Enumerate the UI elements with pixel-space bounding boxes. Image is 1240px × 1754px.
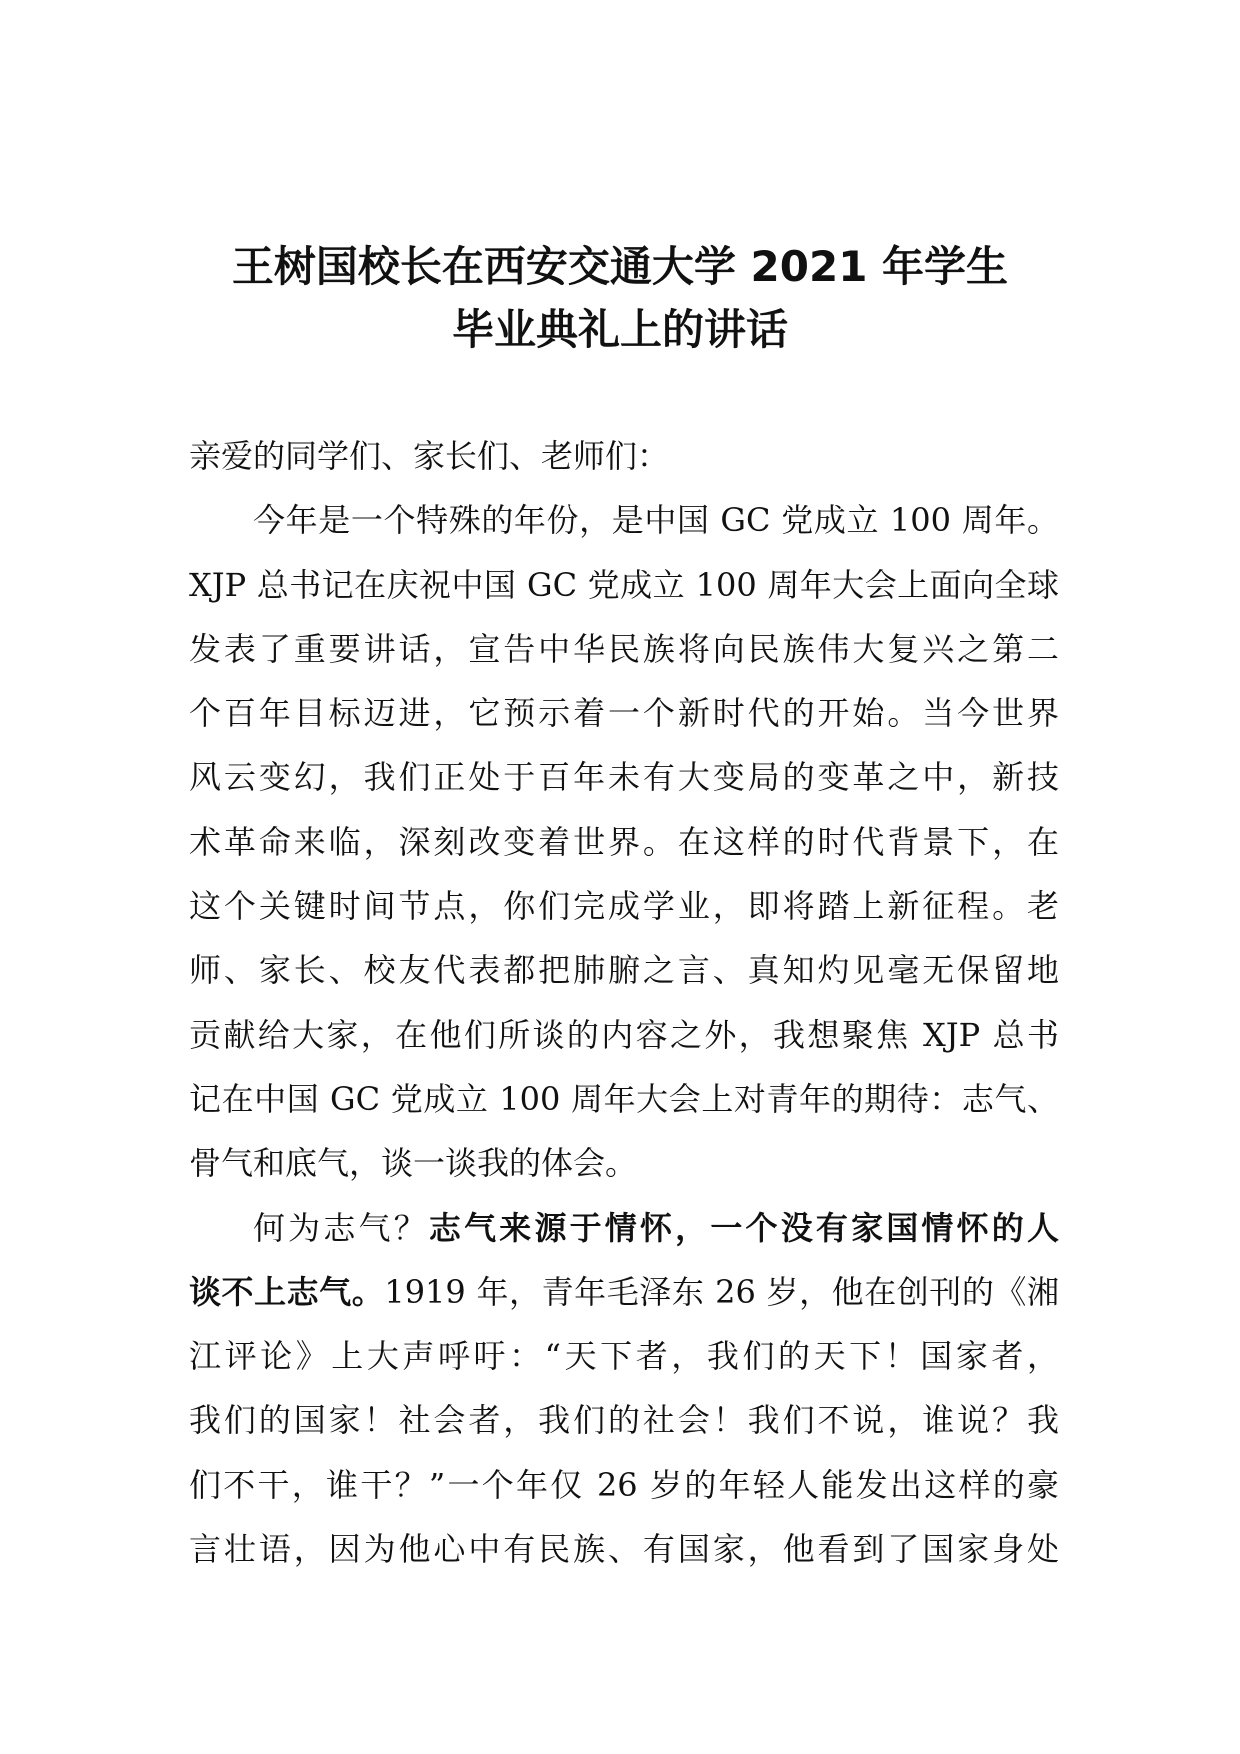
paragraph-2-plain-text: 1919 年，青年毛泽东 26 岁，他在创刊的《湘 (384, 1272, 1059, 1311)
paragraph-2-line: 言壮语，因为他心中有民族、有国家，他看到了国家身处 (189, 1530, 1059, 1569)
paragraph-1-line: 这个关键时间节点，你们完成学业，即将踏上新征程。老 (189, 887, 1059, 926)
paragraph-2-line: 江评论》上大声呼吁：“天下者，我们的天下！国家者， (189, 1337, 1059, 1376)
document-title-line-1 (160, 233, 1080, 301)
paragraph-2-line: 我们的国家！社会者，我们的社会！我们不说，谁说？我 (189, 1401, 1059, 1440)
paragraph-2 (189, 1196, 1059, 1582)
title-text-2: 毕业典礼上的讲话 (451, 305, 788, 354)
paragraph-1-line: 今年是一个特殊的年份，是中国 GC 党成立 100 周年。 (253, 501, 1059, 540)
document-title-line-2 (160, 296, 1080, 364)
paragraph-2-bold-text: 谈不上志气。 (189, 1272, 385, 1311)
paragraph-2-plain-text: 何为志气？ (253, 1208, 429, 1247)
paragraph-2-line (189, 1196, 1059, 1260)
title-text-1: 王树国校长在西安交通大学 2021 年学生 (231, 242, 1009, 291)
paragraph-2-line (189, 1260, 1059, 1324)
paragraph-1-line: 贡献给大家，在他们所谈的内容之外，我想聚焦 XJP 总书 (189, 1015, 1059, 1054)
paragraph-1-line: 发表了重要讲话，宣告中华民族将向民族伟大复兴之第二 (189, 629, 1059, 668)
document-body (189, 424, 1059, 1581)
paragraph-1-line: 骨气和底气，谈一谈我的体会。 (189, 1144, 638, 1183)
paragraph-1-line: XJP 总书记在庆祝中国 GC 党成立 100 周年大会上面向全球 (189, 565, 1059, 604)
paragraph-1-line: 师、家长、校友代表都把肺腑之言、真知灼见毫无保留地 (189, 951, 1059, 990)
paragraph-1-line: 记在中国 GC 党成立 100 周年大会上对青年的期待：志气、 (189, 1079, 1059, 1118)
paragraph-1 (189, 488, 1059, 1195)
salutation: 亲爱的同学们、家长们、老师们： (189, 437, 670, 475)
paragraph-1-line: 风云变幻，我们正处于百年未有大变局的变革之中，新技 (189, 758, 1059, 797)
paragraph-1-line: 术革命来临，深刻改变着世界。在这样的时代背景下，在 (189, 822, 1059, 861)
paragraph-1-line: 个百年目标迈进，它预示着一个新时代的开始。当今世界 (189, 694, 1059, 733)
paragraph-2-bold-text: 志气来源于情怀，一个没有家国情怀的人 (428, 1208, 1059, 1247)
paragraph-2-line: 们不干，谁干？”一个年仅 26 岁的年轻人能发出这样的豪 (189, 1465, 1059, 1504)
